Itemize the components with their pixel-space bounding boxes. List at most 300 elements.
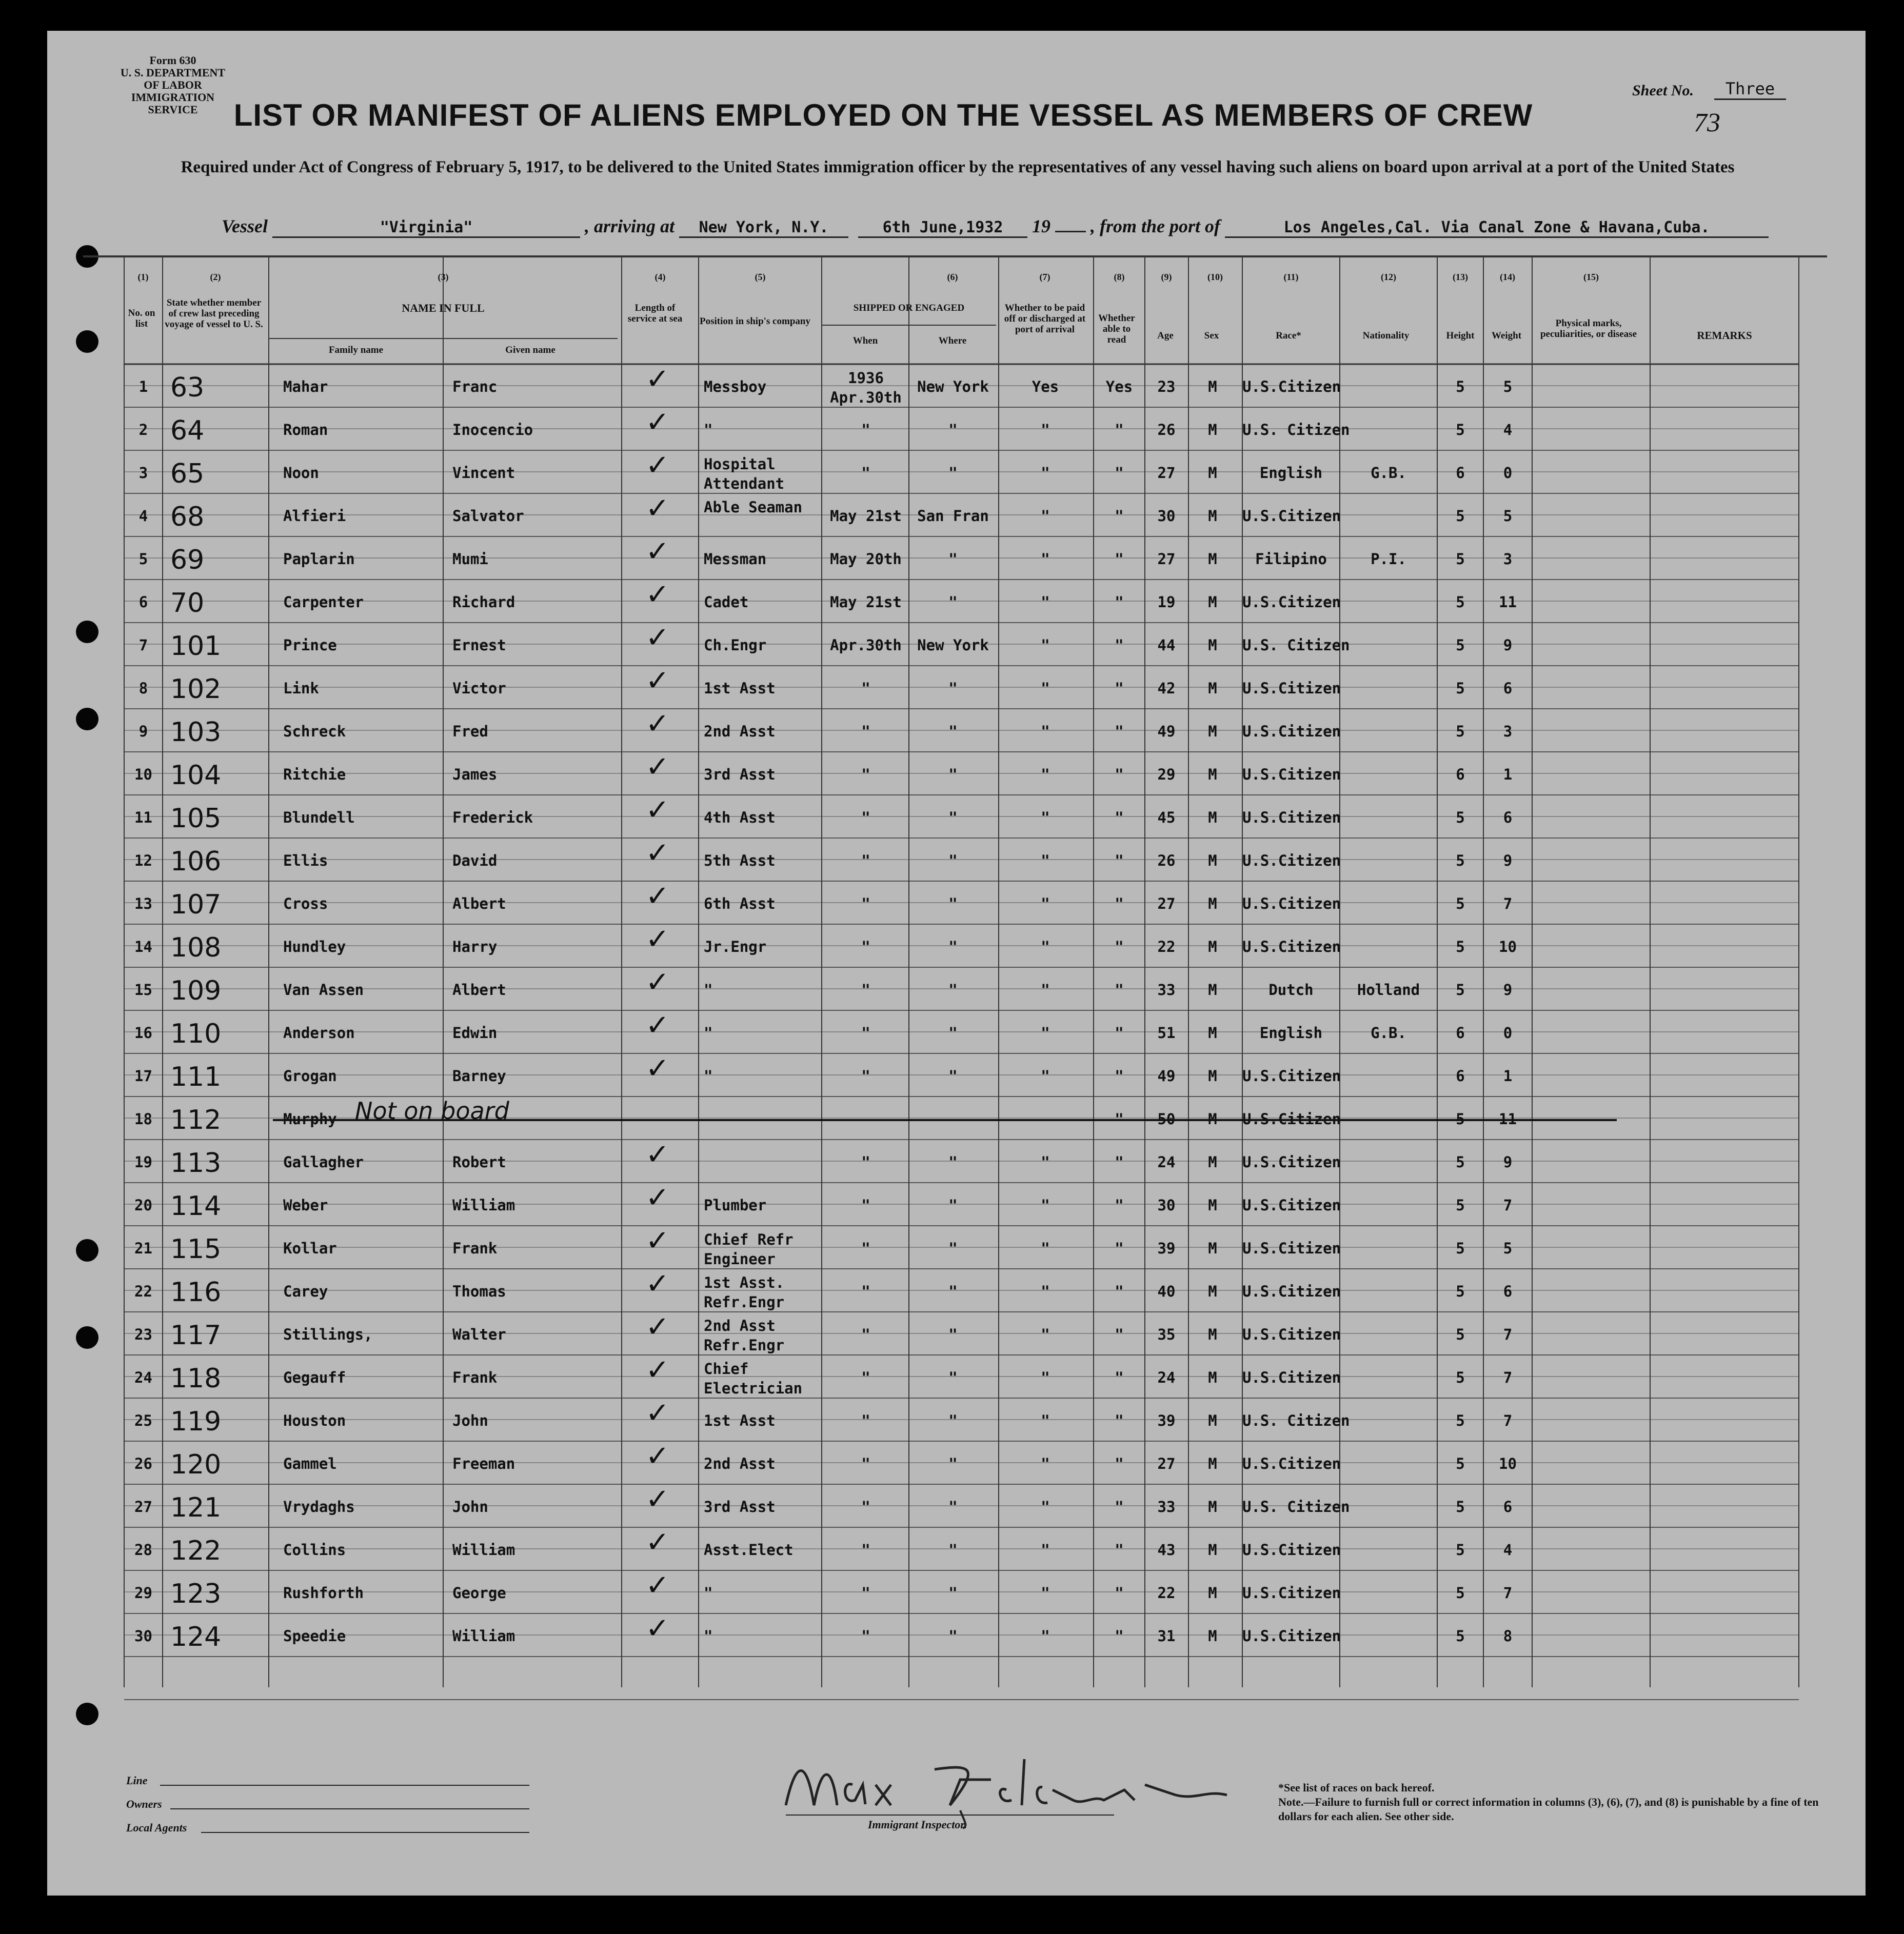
cell-given: William (452, 1197, 515, 1214)
cell-race: Dutch (1268, 981, 1314, 999)
agents-label: Local Agents (126, 1821, 187, 1834)
cell-state: 119 (170, 1406, 222, 1437)
cell-paid: " (1041, 1240, 1050, 1257)
cell-when: " (861, 1067, 870, 1085)
column-number: (15) (1583, 272, 1599, 282)
cell-when: " (861, 1197, 870, 1214)
header-where: Where (938, 335, 967, 346)
cell-family: Blundell (283, 809, 355, 826)
cell-where: " (948, 421, 958, 438)
cell-check: ✓ (645, 1310, 670, 1344)
cell-height: 5 (1456, 895, 1465, 912)
cell-age: 26 (1157, 852, 1176, 869)
cell-race: U.S.Citizen (1242, 1283, 1341, 1300)
cell-family: Stillings, (283, 1326, 373, 1343)
cell-when: " (861, 981, 870, 999)
column-number: (11) (1283, 272, 1299, 282)
cell-where: New York (917, 378, 989, 395)
cell-check: ✓ (645, 1569, 670, 1602)
cell-state: 121 (170, 1492, 222, 1523)
cell-when: " (861, 1283, 870, 1300)
cell-given: Ernest (452, 636, 506, 654)
cell-where: " (948, 723, 958, 740)
cell-height: 5 (1456, 1240, 1465, 1257)
cell-height: 6 (1456, 1024, 1465, 1042)
header-age: Age (1157, 330, 1174, 341)
cell-height: 5 (1456, 550, 1465, 568)
cell-position: " (704, 981, 713, 999)
cell-position: 4th Asst (704, 809, 776, 826)
column-number: (14) (1500, 272, 1515, 282)
cell-paid: " (1041, 981, 1050, 999)
cell-paid: " (1041, 1153, 1050, 1171)
cell-check: ✓ (645, 836, 670, 870)
vessel-name: "Virginia" (272, 218, 580, 238)
cell-weight: 0 (1503, 1024, 1513, 1042)
header-physical-marks: Physical marks, peculiarities, or disease (1540, 318, 1637, 340)
cell-age: 27 (1157, 895, 1176, 912)
header-race: Race* (1276, 330, 1301, 341)
cell-family: Collins (283, 1541, 346, 1559)
cell-sex: M (1208, 852, 1217, 869)
cell-sex: M (1208, 1369, 1217, 1386)
cell-where: " (948, 1369, 958, 1386)
cell-family: Alfieri (283, 507, 346, 525)
cell-where: " (948, 1627, 958, 1645)
cell-family: Gegauff (283, 1369, 346, 1386)
cell-race: U.S.Citizen (1242, 766, 1341, 783)
cell-family: Murphy (283, 1110, 337, 1128)
cell-age: 27 (1157, 550, 1176, 568)
cell-read: " (1115, 680, 1124, 697)
cell-height: 5 (1456, 1455, 1465, 1472)
cell-family: Noon (283, 464, 319, 482)
cell-weight: 7 (1503, 1197, 1513, 1214)
cell-position: Chief Refr Engineer (704, 1231, 794, 1268)
cell-where: " (948, 766, 958, 783)
header-sex: Sex (1204, 330, 1219, 341)
cell-check: ✓ (645, 923, 670, 956)
cell-height: 5 (1456, 593, 1465, 611)
cell-read: " (1115, 1369, 1124, 1386)
cell-race: U.S. Citizen (1242, 1412, 1350, 1429)
cell-no: 21 (134, 1240, 152, 1257)
cell-check: ✓ (645, 406, 670, 439)
cell-weight: 4 (1503, 421, 1513, 438)
cell-given: Harry (452, 938, 498, 955)
cell-sex: M (1208, 1024, 1217, 1042)
header-position: Position in ship's company (700, 316, 810, 327)
cell-weight: 9 (1503, 636, 1513, 654)
cell-state: 103 (170, 717, 222, 748)
cell-read: " (1115, 1197, 1124, 1214)
column-number: (13) (1453, 272, 1468, 282)
cell-family: Rushforth (283, 1584, 364, 1602)
cell-paid: " (1041, 507, 1050, 525)
cell-given: William (452, 1541, 515, 1559)
cell-paid: " (1041, 1197, 1050, 1214)
line-label: Line (126, 1774, 148, 1787)
cell-check: ✓ (645, 707, 670, 741)
cell-given: Frank (452, 1240, 498, 1257)
cell-given: James (452, 766, 498, 783)
cell-race: U.S.Citizen (1242, 1240, 1341, 1257)
manifest-sheet (47, 31, 1866, 1896)
cell-position: " (704, 1024, 713, 1042)
cell-given: Richard (452, 593, 515, 611)
cell-where: " (948, 981, 958, 999)
cell-sex: M (1208, 723, 1217, 740)
cell-no: 22 (134, 1283, 152, 1300)
cell-when: " (861, 723, 870, 740)
cell-where: " (948, 1197, 958, 1214)
cell-weight: 6 (1503, 1498, 1513, 1516)
cell-age: 30 (1157, 1197, 1176, 1214)
cell-where: San Fran (917, 507, 989, 525)
cell-race: U.S.Citizen (1242, 1369, 1341, 1386)
cell-state: 106 (170, 846, 222, 877)
cell-race: U.S.Citizen (1242, 723, 1341, 740)
cell-no: 28 (134, 1541, 152, 1559)
cell-no: 4 (138, 507, 148, 525)
cell-position: 2nd Asst Refr.Engr (704, 1317, 785, 1354)
cell-no: 6 (138, 593, 148, 611)
cell-age: 39 (1157, 1240, 1176, 1257)
cell-where: " (948, 1153, 958, 1171)
cell-sex: M (1208, 1110, 1217, 1128)
cell-position: Ch.Engr (704, 636, 767, 654)
cell-check: ✓ (645, 1224, 670, 1258)
cell-race: U.S.Citizen (1242, 378, 1341, 395)
cell-paid: " (1041, 636, 1050, 654)
cell-weight: 7 (1503, 1584, 1513, 1602)
cell-check: ✓ (645, 1138, 670, 1171)
cell-sex: M (1208, 895, 1217, 912)
cell-height: 5 (1456, 1326, 1465, 1343)
cell-state: 64 (170, 415, 205, 446)
cell-race: U.S.Citizen (1242, 1584, 1341, 1602)
cell-no: 12 (134, 852, 152, 869)
cell-sex: M (1208, 1326, 1217, 1343)
cell-weight: 6 (1503, 1283, 1513, 1300)
cell-where: " (948, 938, 958, 955)
cell-given: Victor (452, 680, 506, 697)
column-number: (5) (755, 272, 766, 282)
cell-paid: Yes (1032, 378, 1059, 395)
cell-weight: 5 (1503, 1240, 1513, 1257)
cell-family: Weber (283, 1197, 328, 1214)
cell-state: 114 (170, 1191, 222, 1222)
header-state-member: State whether member of crew last preceding voyage of vessel to U. S. (165, 297, 263, 330)
cell-given: Albert (452, 895, 506, 912)
cell-no: 24 (134, 1369, 152, 1386)
cell-height: 5 (1456, 680, 1465, 697)
cell-given: Walter (452, 1326, 506, 1343)
cell-read: " (1115, 1153, 1124, 1171)
cell-where: " (948, 1584, 958, 1602)
cell-age: 33 (1157, 981, 1176, 999)
cell-read: " (1115, 1412, 1124, 1429)
cell-family: Link (283, 680, 319, 697)
cell-given: Inocencio (452, 421, 533, 438)
cell-age: 30 (1157, 507, 1176, 525)
cell-sex: M (1208, 1412, 1217, 1429)
cell-paid: " (1041, 421, 1050, 438)
cell-when: " (861, 1584, 870, 1602)
cell-height: 5 (1456, 1153, 1465, 1171)
cell-position: 1st Asst (704, 1412, 776, 1429)
cell-family: Ritchie (283, 766, 346, 783)
page-number: 73 (1694, 108, 1720, 137)
cell-read: " (1115, 766, 1124, 783)
inspector-signature (765, 1728, 1247, 1831)
cell-when: " (861, 1326, 870, 1343)
cell-when: May 21st (830, 593, 902, 611)
cell-sex: M (1208, 421, 1217, 438)
cell-paid: " (1041, 1584, 1050, 1602)
cell-paid: " (1041, 1067, 1050, 1085)
cell-state: 102 (170, 674, 222, 705)
cell-height: 5 (1456, 421, 1465, 438)
cell-check: ✓ (645, 880, 670, 913)
column-number: (7) (1039, 272, 1050, 282)
cell-sex: M (1208, 938, 1217, 955)
cell-when: " (861, 464, 870, 482)
cell-where: " (948, 1455, 958, 1472)
cell-read: " (1115, 1584, 1124, 1602)
cell-when: May 21st (830, 507, 902, 525)
cell-paid: " (1041, 1627, 1050, 1645)
column-number: (12) (1381, 272, 1396, 282)
cell-weight: 6 (1503, 680, 1513, 697)
column-number: (3) (438, 272, 449, 282)
arriving-label: , arriving at (585, 216, 675, 236)
cell-weight: 5 (1503, 378, 1513, 395)
cell-where: " (948, 1024, 958, 1042)
cell-sex: M (1208, 1498, 1217, 1516)
cell-paid: " (1041, 593, 1050, 611)
cell-family: Speedie (283, 1627, 346, 1645)
cell-read: " (1115, 1240, 1124, 1257)
cell-sex: M (1208, 1067, 1217, 1085)
cell-height: 5 (1456, 938, 1465, 955)
cell-age: 27 (1157, 1455, 1176, 1472)
cell-race: U.S. Citizen (1242, 636, 1350, 654)
cell-age: 23 (1157, 378, 1176, 395)
cell-state: 123 (170, 1579, 222, 1609)
cell-height: 5 (1456, 1110, 1465, 1128)
cell-read: " (1115, 421, 1124, 438)
cell-where: " (948, 464, 958, 482)
cell-no: 23 (134, 1326, 152, 1343)
cell-height: 5 (1456, 1584, 1465, 1602)
cell-age: 22 (1157, 938, 1176, 955)
department: U. S. DEPARTMENT OF LABOR (120, 66, 226, 91)
cell-height: 6 (1456, 464, 1465, 482)
cell-paid: " (1041, 809, 1050, 826)
from-port-label: , from the port of (1090, 216, 1221, 236)
sheet-number: Three (1714, 79, 1786, 100)
cell-state: 116 (170, 1277, 222, 1308)
cell-race: U.S.Citizen (1242, 1067, 1341, 1085)
cell-sex: M (1208, 1541, 1217, 1559)
cell-race: U.S. Citizen (1242, 1498, 1350, 1516)
cell-paid: " (1041, 852, 1050, 869)
cell-when: " (861, 1498, 870, 1516)
cell-given: Mumi (452, 550, 488, 568)
cell-age: 27 (1157, 464, 1176, 482)
cell-paid: " (1041, 1412, 1050, 1429)
cell-family: Anderson (283, 1024, 355, 1042)
cell-given: John (452, 1498, 488, 1516)
cell-where: " (948, 680, 958, 697)
cell-weight: 7 (1503, 1326, 1513, 1343)
cell-family: Mahar (283, 378, 328, 395)
cell-paid: " (1041, 680, 1050, 697)
cell-check: ✓ (645, 1353, 670, 1387)
cell-nationality: Holland (1357, 981, 1420, 999)
cell-where: " (948, 895, 958, 912)
cell-paid: " (1041, 550, 1050, 568)
header-remarks: REMARKS (1697, 329, 1752, 342)
cell-family: Grogan (283, 1067, 337, 1085)
cell-when: " (861, 895, 870, 912)
cell-height: 5 (1456, 1541, 1465, 1559)
cell-read: " (1115, 1024, 1124, 1042)
cell-paid: " (1041, 1498, 1050, 1516)
cell-age: 42 (1157, 680, 1176, 697)
cell-check: ✓ (645, 793, 670, 827)
cell-sex: M (1208, 550, 1217, 568)
page-title: LIST OR MANIFEST OF ALIENS EMPLOYED ON THE VESSEL AS MEMBERS OF CREW (233, 98, 1533, 132)
cell-when: " (861, 852, 870, 869)
cell-no: 9 (138, 723, 148, 740)
cell-position: 2nd Asst (704, 723, 776, 740)
cell-position: Able Seaman (704, 499, 803, 516)
cell-race: English (1259, 1024, 1323, 1042)
cell-read: " (1115, 723, 1124, 740)
footnote-note: Note.—Failure to furnish full or correct information in columns (3), (6), (7), and (8) is punishable by a fine of ten dollars for each alien. See other side. (1278, 1796, 1819, 1823)
cell-age: 31 (1157, 1627, 1176, 1645)
cell-weight: 7 (1503, 895, 1513, 912)
cell-where: New York (917, 636, 989, 654)
cell-weight: 7 (1503, 1369, 1513, 1386)
header-able-to-read: Whether able to read (1098, 313, 1135, 345)
cell-paid: " (1041, 1283, 1050, 1300)
cell-weight: 8 (1503, 1627, 1513, 1645)
cell-age: 44 (1157, 636, 1176, 654)
cell-race: U.S.Citizen (1242, 680, 1341, 697)
cell-when: " (861, 1541, 870, 1559)
column-number: (4) (655, 272, 666, 282)
cell-family: Van Assen (283, 981, 364, 999)
cell-sex: M (1208, 464, 1217, 482)
cell-position: 1st Asst (704, 680, 776, 697)
cell-race: English (1259, 464, 1323, 482)
cell-height: 5 (1456, 1197, 1465, 1214)
cell-when: 1936 Apr.30th (830, 369, 902, 406)
cell-when: Apr.30th (830, 636, 902, 654)
cell-where: " (948, 550, 958, 568)
header-shipped-engaged: SHIPPED OR ENGAGED (853, 303, 965, 313)
cell-age: 49 (1157, 1067, 1176, 1085)
cell-height: 5 (1456, 809, 1465, 826)
cell-sex: M (1208, 766, 1217, 783)
cell-check: ✓ (645, 535, 670, 568)
year-label: 19 (1032, 216, 1051, 236)
cell-read: " (1115, 938, 1124, 955)
cell-family: Vrydaghs (283, 1498, 355, 1516)
cell-weight: 9 (1503, 981, 1513, 999)
cell-state: 104 (170, 760, 222, 791)
cell-state: 69 (170, 545, 205, 575)
cell-age: 33 (1157, 1498, 1176, 1516)
not-on-board-annotation: Not on board (355, 1097, 509, 1125)
cell-nationality: G.B. (1371, 464, 1406, 482)
cell-age: 43 (1157, 1541, 1176, 1559)
cell-no: 15 (134, 981, 152, 999)
cell-race: U.S.Citizen (1242, 852, 1341, 869)
cell-height: 5 (1456, 1369, 1465, 1386)
cell-height: 5 (1456, 1283, 1465, 1300)
cell-weight: 11 (1499, 593, 1517, 611)
footnote-races: *See list of races on back hereof. (1278, 1781, 1435, 1794)
cell-race: Filipino (1255, 550, 1327, 568)
cell-check: ✓ (645, 449, 670, 482)
cell-sex: M (1208, 636, 1217, 654)
cell-read: " (1115, 1110, 1124, 1128)
cell-weight: 0 (1503, 464, 1513, 482)
cell-check: ✓ (645, 1440, 670, 1473)
cell-position: 5th Asst (704, 852, 776, 869)
cell-read: " (1115, 1541, 1124, 1559)
cell-state: 70 (170, 588, 205, 619)
inspector-label: Immigrant Inspector. (868, 1818, 967, 1831)
arrival-date: 6th June,1932 (858, 218, 1027, 238)
cell-state: 101 (170, 631, 222, 662)
cell-check: ✓ (645, 1267, 670, 1301)
cell-read: " (1115, 1455, 1124, 1472)
cell-race: U.S.Citizen (1242, 593, 1341, 611)
cell-sex: M (1208, 1627, 1217, 1645)
cell-given: Barney (452, 1067, 506, 1085)
cell-race: U.S.Citizen (1242, 895, 1341, 912)
cell-age: 35 (1157, 1326, 1176, 1343)
cell-when: " (861, 1627, 870, 1645)
form-number: Form 630 (149, 54, 196, 67)
cell-race: U.S. Citizen (1242, 421, 1350, 438)
cell-state: 113 (170, 1148, 222, 1179)
cell-when: " (861, 809, 870, 826)
cell-position: Messman (704, 550, 767, 568)
cell-check: ✓ (645, 1612, 670, 1645)
cell-paid: " (1041, 766, 1050, 783)
cell-family: Carey (283, 1283, 328, 1300)
cell-sex: M (1208, 507, 1217, 525)
page-subtitle: Required under Act of Congress of February 5, 1917, to be delivered to the United States immigration officer by the representatives of any vessel having such aliens on board upon arrival at a port of the United States (181, 158, 1735, 176)
cell-age: 26 (1157, 421, 1176, 438)
cell-where: " (948, 1498, 958, 1516)
cell-read: Yes (1105, 378, 1133, 395)
cell-state: 111 (170, 1062, 222, 1092)
cell-state: 110 (170, 1019, 222, 1049)
cell-sex: M (1208, 1153, 1217, 1171)
cell-state: 68 (170, 502, 205, 532)
header-height: Height (1446, 330, 1475, 341)
cell-position: Asst.Elect (704, 1541, 794, 1559)
cell-family: Cross (283, 895, 328, 912)
cell-paid: " (1041, 464, 1050, 482)
